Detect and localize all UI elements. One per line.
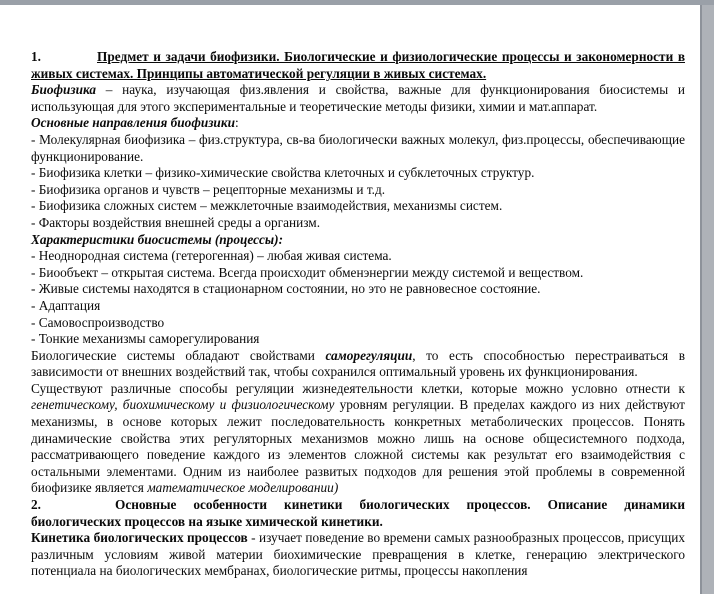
body-paragraph bbox=[31, 298, 685, 315]
body-paragraph bbox=[31, 248, 685, 265]
text-run: - Тонкие механизмы саморегулирования bbox=[31, 331, 260, 347]
body-paragraph bbox=[31, 82, 685, 115]
body-paragraph bbox=[31, 215, 685, 232]
body-paragraph bbox=[31, 115, 685, 132]
text-run: , то есть способностью перестраиваться в зависимости от внешних воздействий так, чтобы сохранился оптимальный уровень их функционирования. bbox=[31, 347, 685, 380]
body-paragraph bbox=[31, 281, 685, 298]
text-run: Существуют различные способы регуляции жизнедеятельности клетки, которые можно условно отнести к bbox=[31, 380, 685, 396]
text-run: - Адаптация bbox=[31, 297, 101, 313]
text-run: генетическому, биохимическому и физиологическому bbox=[31, 397, 335, 413]
body-paragraph bbox=[31, 381, 685, 497]
document-page bbox=[0, 5, 700, 594]
text-run: : bbox=[234, 115, 239, 131]
body-paragraph bbox=[31, 530, 685, 580]
text-run: - Факторы воздействия внешней среды а организм. bbox=[31, 214, 321, 230]
text-run: Предмет и задачи биофизики. Биологические и физиологические процессы и закономерности в живых системах. Принципы автоматической регуляции в живых системах. bbox=[31, 49, 685, 81]
body-paragraph bbox=[31, 165, 685, 182]
body-paragraph bbox=[31, 232, 685, 249]
text-run: Биологические системы обладают свойствами bbox=[31, 347, 326, 363]
body-paragraph bbox=[31, 182, 685, 199]
text-run: - Биофизика клетки – физико-химические свойства клеточных и субклеточных структур. bbox=[31, 165, 535, 181]
body-paragraph bbox=[31, 132, 685, 165]
text-run: Характеристики биосистемы (процессы): bbox=[31, 231, 283, 247]
text-run: – наука, изучающая физ.явления и свойства, важные для функционирования биосистемы и использующая для этого экспериментальные и теоретические методы физики, химии и мат.аппарат. bbox=[31, 82, 685, 114]
text-run: уровням регуляции. В пределах каждого из них действуют механизмы, в основе которых лежит последовательность конкретных метаболических процессов. Понять динамические свойства этих регуляторных механизмов можно лишь на основе общесистемного подхода, рассматривающего поведение каждого из элементов сложной системы как результат его взаимодействия с остальными элементами. Одним из наиболее развитых подходов для решения этой проблемы в современной биофизике является bbox=[31, 397, 685, 496]
text-run: Кинетика биологических процессов bbox=[31, 530, 248, 546]
text-run: - Биофизика сложных систем – межклеточные взаимодействия, механизмы систем. bbox=[31, 198, 503, 214]
body-paragraph bbox=[31, 198, 685, 215]
text-run: - Биофизика органов и чувств – рецепторные механизмы и т.д. bbox=[31, 181, 386, 197]
text-run: Биофизика bbox=[31, 82, 97, 98]
heading-number: 1. bbox=[31, 49, 41, 64]
text-run: - Живые системы находятся в стационарном состоянии, но это не равновесное состояние. bbox=[31, 281, 541, 297]
page-gutter bbox=[700, 5, 714, 594]
text-run: Основные направления биофизики bbox=[31, 115, 235, 131]
text-run: - Молекулярная биофизика – физ.структура, св-ва биологически важных молекул, физ.процессы, обеспечивающие функционирование. bbox=[31, 131, 685, 164]
body-paragraph bbox=[31, 331, 685, 348]
heading-number: 2. bbox=[31, 497, 41, 513]
text-run: - изучает поведение во времени самых разнообразных процессов, присущих различным условиям живой материи биохимические превращения в клетке, генерацию электрического потенциала на биологических мембранах, биологические ритмы, процессы накопления bbox=[31, 530, 686, 579]
heading-paragraph bbox=[31, 497, 685, 530]
text-run: - Неоднородная система (гетерогенная) – любая живая система. bbox=[31, 248, 392, 264]
body-paragraph bbox=[31, 348, 685, 381]
text-run: - Самовоспроизводство bbox=[31, 314, 165, 330]
text-run: математическое моделировании) bbox=[147, 480, 339, 496]
body-paragraph bbox=[31, 265, 685, 282]
body-paragraph bbox=[31, 315, 685, 332]
text-run: - Биообъект – открытая система. Всегда происходит обменэнергии между системой и веществом. bbox=[31, 264, 584, 280]
document-text bbox=[31, 49, 685, 580]
text-run: саморегуляции bbox=[325, 347, 413, 363]
text-run: Основные особенности кинетики биологических процессов. Описание динамики биологических процессов на языке химической кинетики. bbox=[31, 497, 685, 529]
heading-paragraph bbox=[31, 49, 685, 82]
